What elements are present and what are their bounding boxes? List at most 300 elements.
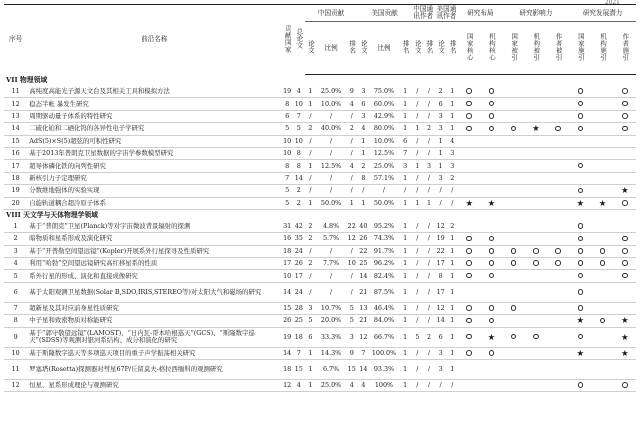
us-corr-paper: 12 xyxy=(435,221,447,233)
indicator-cell xyxy=(547,98,569,110)
us-corr-rank: 4 xyxy=(446,135,458,147)
indicator-cell xyxy=(503,98,525,110)
indicator-cell xyxy=(569,98,591,110)
china-ratio: 5.7% xyxy=(316,233,346,245)
indicator-cell xyxy=(591,282,613,302)
row-name: 中子星和致密物质对称能研究 xyxy=(27,315,281,327)
row-name: 基于“普朗克”卫星(Planck)等对宇宙微波背景辐射的探测 xyxy=(27,221,281,233)
total-papers: 5 xyxy=(293,123,305,135)
china-paper: 1 xyxy=(305,360,317,380)
total-papers: 10 xyxy=(293,135,305,147)
indicator-cell xyxy=(569,327,591,347)
indicator-cell xyxy=(591,197,613,209)
row-name: 超导体磷化铁的向列性研究 xyxy=(27,160,281,172)
circle-icon xyxy=(600,260,606,266)
us-paper: 14 xyxy=(358,270,370,282)
row-number: 14 xyxy=(4,123,27,135)
star-icon: ★ xyxy=(621,185,629,196)
china-ratio: 12.5% xyxy=(316,160,346,172)
row-name: 高纯度高能光子源天文台及其相关工具和模拟方法 xyxy=(27,86,281,98)
core-countries: 10 xyxy=(281,135,293,147)
china-ratio: 14.3% xyxy=(316,347,346,359)
indicator-cell xyxy=(458,315,480,327)
total-papers: 24 xyxy=(293,282,305,302)
us-ratio: 82.4% xyxy=(369,270,399,282)
indicator-cell xyxy=(591,302,613,314)
cn-corr-rank: / xyxy=(423,315,435,327)
china-rank: 22 xyxy=(346,221,358,233)
china-paper: 1 xyxy=(305,160,317,172)
indicator-cell xyxy=(547,302,569,314)
total-papers: 25 xyxy=(293,315,305,327)
circle-icon xyxy=(622,236,628,242)
indicator-cell xyxy=(458,380,480,392)
indicator-cell xyxy=(503,147,525,159)
us-rank: 1 xyxy=(399,327,412,347)
cn-corr-paper: / xyxy=(412,221,424,233)
indicator-cell xyxy=(547,315,569,327)
indicator-cell xyxy=(591,110,613,122)
us-corr-paper: / xyxy=(435,380,447,392)
circle-icon xyxy=(555,248,561,254)
indicator-cell xyxy=(569,302,591,314)
circle-icon xyxy=(578,260,584,266)
frontier-table xyxy=(4,4,636,392)
header-research-impact: 研究影响力 xyxy=(503,5,570,22)
core-countries: 5 xyxy=(281,123,293,135)
indicator-cell xyxy=(503,110,525,122)
table-row xyxy=(4,197,636,209)
core-countries: 19 xyxy=(281,327,293,347)
us-ratio: 84.0% xyxy=(369,315,399,327)
china-ratio: 33.3% xyxy=(316,327,346,347)
us-corr-rank: 1 xyxy=(446,360,458,380)
us-paper: 1 xyxy=(358,135,370,147)
indicator-cell xyxy=(458,360,480,380)
indicator-cell xyxy=(569,185,591,197)
circle-icon xyxy=(511,260,517,266)
core-countries: 16 xyxy=(281,233,293,245)
indicator-cell xyxy=(591,185,613,197)
cn-corr-rank: 2 xyxy=(423,327,435,347)
circle-icon xyxy=(466,305,472,311)
indicator-cell xyxy=(614,221,636,233)
circle-icon xyxy=(578,126,584,132)
header-research-layout: 研究布局 xyxy=(458,5,502,22)
indicator-cell xyxy=(458,123,480,135)
us-rank: 1 xyxy=(399,315,412,327)
header-sub-1: 机构核心 xyxy=(487,33,496,61)
indicator-cell xyxy=(525,160,547,172)
cn-corr-rank: / xyxy=(423,221,435,233)
us-paper: 1 xyxy=(358,147,370,159)
indicator-cell xyxy=(503,233,525,245)
core-countries: 31 xyxy=(281,221,293,233)
header-core-countries: 贡献国家 xyxy=(283,24,292,53)
indicator-cell xyxy=(480,86,502,98)
indicator-cell xyxy=(525,172,547,184)
core-countries: 19 xyxy=(281,86,293,98)
us-corr-rank: 1 xyxy=(446,347,458,359)
indicator-cell xyxy=(569,160,591,172)
china-ratio: 10.0% xyxy=(316,98,346,110)
star-icon: ★ xyxy=(598,197,607,208)
us-paper: 2 xyxy=(358,160,370,172)
cn-corr-rank: / xyxy=(423,185,435,197)
us-paper: 1 xyxy=(358,197,370,209)
us-corr-paper: 14 xyxy=(435,315,447,327)
row-name: 自旋轨道耦合超冷原子体系 xyxy=(27,197,281,209)
total-papers: 28 xyxy=(293,302,305,314)
header-sub-7: 作者施引 xyxy=(621,33,630,61)
china-ratio: 50.0% xyxy=(316,197,346,209)
us-corr-paper: 1 xyxy=(435,160,447,172)
row-number: 18 xyxy=(4,172,27,184)
total-papers: 26 xyxy=(293,258,305,270)
us-ratio: 75.0% xyxy=(369,86,399,98)
indicator-cell xyxy=(525,327,547,347)
indicator-cell xyxy=(547,185,569,197)
china-paper: / xyxy=(305,270,317,282)
cn-corr-paper: 1 xyxy=(412,197,424,209)
table-row xyxy=(4,327,636,347)
circle-icon xyxy=(489,260,495,266)
us-corr-rank: / xyxy=(446,380,458,392)
core-countries: 18 xyxy=(281,360,293,380)
indicator-cell xyxy=(614,258,636,270)
indicator-cell xyxy=(480,302,502,314)
indicator-cell xyxy=(503,347,525,359)
us-corr-rank: 1 xyxy=(446,98,458,110)
circle-icon xyxy=(533,260,539,266)
star-icon: ★ xyxy=(621,331,629,342)
row-name: 罗塞塔(Rosetta)探测器对彗星67P/丘留莫夫-格拉西缅科的观测研究 xyxy=(27,360,281,380)
us-rank: 1 xyxy=(399,110,412,122)
indicator-cell xyxy=(458,302,480,314)
indicator-cell xyxy=(547,245,569,257)
indicator-cell xyxy=(458,160,480,172)
header-us-ratio: 比例 xyxy=(369,22,399,75)
row-name: 稳态半帐 暴发生研究 xyxy=(27,98,281,110)
indicator-cell xyxy=(525,258,547,270)
us-corr-paper: 6 xyxy=(435,327,447,347)
china-paper: 2 xyxy=(305,123,317,135)
indicator-cell xyxy=(614,86,636,98)
circle-icon xyxy=(511,248,517,254)
china-ratio: 6.7% xyxy=(316,360,346,380)
row-number: 16 xyxy=(4,147,27,159)
indicator-cell xyxy=(525,221,547,233)
indicator-cell xyxy=(569,245,591,257)
us-corr-paper: / xyxy=(435,197,447,209)
indicator-cell xyxy=(614,233,636,245)
us-corr-rank: 1 xyxy=(446,258,458,270)
indicator-cell xyxy=(503,315,525,327)
circle-icon xyxy=(466,113,472,119)
indicator-cell xyxy=(591,123,613,135)
china-ratio: / xyxy=(316,147,346,159)
indicator-cell xyxy=(547,86,569,98)
china-rank: / xyxy=(346,245,358,257)
page-mark: 2021 xyxy=(604,0,620,6)
cn-corr-paper: / xyxy=(412,282,424,302)
indicator-cell xyxy=(480,221,502,233)
cn-corr-paper: / xyxy=(412,360,424,380)
cn-corr-rank: / xyxy=(423,98,435,110)
indicator-cell xyxy=(480,245,502,257)
indicator-cell xyxy=(480,98,502,110)
indicator-cell xyxy=(525,347,547,359)
header-name: 前沿名称 xyxy=(141,35,168,44)
total-papers: 24 xyxy=(293,245,305,257)
us-rank: 1 xyxy=(399,245,412,257)
total-papers: 8 xyxy=(293,160,305,172)
circle-icon xyxy=(511,126,517,132)
row-number: 7 xyxy=(4,302,27,314)
indicator-cell xyxy=(503,258,525,270)
cn-corr-paper: / xyxy=(412,110,424,122)
indicator-cell xyxy=(591,160,613,172)
indicator-cell xyxy=(503,160,525,172)
indicator-cell xyxy=(480,160,502,172)
us-ratio: 96.2% xyxy=(369,258,399,270)
row-number: 17 xyxy=(4,160,27,172)
row-name: 基于2013年普朗克卫星数据的宇宙学参数模型研究 xyxy=(27,147,281,159)
indicator-cell xyxy=(591,270,613,282)
china-ratio: / xyxy=(316,245,346,257)
cn-corr-rank: 3 xyxy=(423,160,435,172)
circle-icon xyxy=(578,88,584,94)
circle-icon xyxy=(533,248,539,254)
indicator-cell xyxy=(591,233,613,245)
table-row xyxy=(4,135,636,147)
row-number: 9 xyxy=(4,327,27,347)
circle-icon xyxy=(489,126,495,132)
indicator-cell xyxy=(547,347,569,359)
cn-corr-rank: / xyxy=(423,282,435,302)
indicator-cell xyxy=(525,123,547,135)
circle-icon xyxy=(489,273,495,279)
circle-icon xyxy=(489,88,495,94)
cn-corr-paper: / xyxy=(412,270,424,282)
indicator-cell xyxy=(547,172,569,184)
indicator-cell xyxy=(614,160,636,172)
us-rank: / xyxy=(399,185,412,197)
cn-corr-rank: 1 xyxy=(423,197,435,209)
total-papers: 8 xyxy=(293,147,305,159)
us-paper: / xyxy=(358,185,370,197)
china-rank: 2 xyxy=(346,123,358,135)
china-paper: 3 xyxy=(305,302,317,314)
header-sub-3: 机构被引 xyxy=(532,33,541,61)
core-countries: 6 xyxy=(281,110,293,122)
star-icon: ★ xyxy=(532,123,540,134)
us-ratio: 66.7% xyxy=(369,327,399,347)
us-rank: 1 xyxy=(399,347,412,359)
us-rank: 3 xyxy=(399,160,412,172)
us-ratio: 12.5% xyxy=(369,147,399,159)
china-rank: 5 xyxy=(346,315,358,327)
cn-corr-paper: / xyxy=(412,233,424,245)
circle-icon xyxy=(466,88,472,94)
total-papers: 15 xyxy=(293,360,305,380)
indicator-cell xyxy=(503,221,525,233)
core-countries: 5 xyxy=(281,185,293,197)
us-corr-rank: 3 xyxy=(446,160,458,172)
indicator-cell xyxy=(525,233,547,245)
indicator-cell xyxy=(525,185,547,197)
circle-icon xyxy=(622,101,628,107)
us-rank: 1 xyxy=(399,172,412,184)
indicator-cell xyxy=(525,86,547,98)
circle-icon xyxy=(578,113,584,119)
circle-icon xyxy=(578,223,584,229)
indicator-cell xyxy=(547,327,569,347)
us-rank: 1 xyxy=(399,380,412,392)
circle-icon xyxy=(489,113,495,119)
indicator-cell xyxy=(458,135,480,147)
circle-icon xyxy=(578,188,584,194)
table-row xyxy=(4,147,636,159)
china-paper: 1 xyxy=(305,86,317,98)
indicator-cell xyxy=(480,110,502,122)
indicator-cell xyxy=(480,135,502,147)
table-row xyxy=(4,360,636,380)
us-paper: 3 xyxy=(358,86,370,98)
table-row xyxy=(4,110,636,122)
china-ratio: 25.0% xyxy=(316,86,346,98)
indicator-cell xyxy=(569,270,591,282)
indicator-cell xyxy=(614,123,636,135)
star-icon: ★ xyxy=(465,197,473,208)
row-number: 2 xyxy=(4,233,27,245)
core-countries: 14 xyxy=(281,347,293,359)
circle-icon xyxy=(622,126,628,132)
indicator-cell xyxy=(503,380,525,392)
table-row xyxy=(4,185,636,197)
china-paper: 6 xyxy=(305,327,317,347)
us-ratio: / xyxy=(369,185,399,197)
cn-corr-rank: / xyxy=(423,110,435,122)
us-corr-rank: 1 xyxy=(446,282,458,302)
indicator-cell xyxy=(458,258,480,270)
indicator-cell xyxy=(525,315,547,327)
indicator-cell xyxy=(591,147,613,159)
circle-icon xyxy=(466,248,472,254)
china-rank: / xyxy=(346,282,358,302)
indicator-cell xyxy=(569,282,591,302)
china-paper: 1 xyxy=(305,380,317,392)
us-corr-paper: / xyxy=(435,185,447,197)
table-row xyxy=(4,86,636,98)
indicator-cell xyxy=(547,258,569,270)
indicator-cell xyxy=(614,327,636,347)
china-rank: 1 xyxy=(346,197,358,209)
table-row xyxy=(4,380,636,392)
header-cn-corr-rank: 排名 xyxy=(425,40,434,54)
indicator-cell xyxy=(525,302,547,314)
circle-icon xyxy=(578,101,584,107)
table-row xyxy=(4,233,636,245)
star-icon: ★ xyxy=(487,197,496,208)
indicator-cell xyxy=(503,302,525,314)
us-paper: 6 xyxy=(358,98,370,110)
us-rank: 1 xyxy=(399,360,412,380)
indicator-cell xyxy=(591,315,613,327)
us-corr-paper: 6 xyxy=(435,98,447,110)
us-corr-paper: 2 xyxy=(435,86,447,98)
total-papers: 7 xyxy=(293,110,305,122)
header-china-contrib: 中国贡献 xyxy=(305,5,358,22)
star-icon: ★ xyxy=(621,347,629,358)
row-number: 10 xyxy=(4,347,27,359)
indicator-cell xyxy=(547,380,569,392)
us-ratio: 100% xyxy=(369,380,399,392)
indicator-cell xyxy=(480,197,502,209)
circle-icon xyxy=(533,334,539,340)
us-ratio: 74.3% xyxy=(369,233,399,245)
indicator-cell xyxy=(614,147,636,159)
row-number: 6 xyxy=(4,282,27,302)
row-number: 11 xyxy=(4,360,27,380)
circle-icon xyxy=(600,318,606,324)
indicator-cell xyxy=(525,380,547,392)
china-rank: 12 xyxy=(346,233,358,245)
row-number: 12 xyxy=(4,98,27,110)
us-ratio: 91.7% xyxy=(369,245,399,257)
us-paper: 21 xyxy=(358,315,370,327)
indicator-cell xyxy=(591,380,613,392)
row-number: 3 xyxy=(4,245,27,257)
indicator-cell xyxy=(480,270,502,282)
indicator-cell xyxy=(614,282,636,302)
us-corr-rank: 1 xyxy=(446,315,458,327)
header-us-corr-rank: 排名 xyxy=(448,40,457,54)
indicator-cell xyxy=(569,380,591,392)
row-name: 周期驱动量子体系的特性研究 xyxy=(27,110,281,122)
indicator-cell xyxy=(591,86,613,98)
us-corr-rank: 1 xyxy=(446,110,458,122)
indicator-cell xyxy=(458,327,480,347)
us-corr-rank: 1 xyxy=(446,245,458,257)
header-us-contrib: 美国贡献 xyxy=(358,5,412,22)
cn-corr-paper: 5 xyxy=(412,327,424,347)
indicator-cell xyxy=(569,123,591,135)
row-number: 12 xyxy=(4,380,27,392)
us-rank: 1 xyxy=(399,221,412,233)
header-sub-2: 国家被引 xyxy=(510,33,519,61)
row-name: AdS(5)×S(5)超弦的可积性研究 xyxy=(27,135,281,147)
china-ratio: 7.7% xyxy=(316,258,346,270)
indicator-cell xyxy=(591,245,613,257)
us-corr-rank: / xyxy=(446,197,458,209)
us-corr-paper: 1 xyxy=(435,147,447,159)
indicator-cell xyxy=(458,270,480,282)
cn-corr-rank: 2 xyxy=(423,123,435,135)
circle-icon xyxy=(600,248,606,254)
indicator-cell xyxy=(547,147,569,159)
us-corr-rank: 2 xyxy=(446,172,458,184)
us-rank: 6 xyxy=(399,135,412,147)
indicator-cell xyxy=(503,245,525,257)
china-ratio: / xyxy=(316,135,346,147)
total-papers: 2 xyxy=(293,197,305,209)
table-row xyxy=(4,302,636,314)
indicator-cell xyxy=(591,360,613,380)
cn-corr-rank: / xyxy=(423,233,435,245)
total-papers: 4 xyxy=(293,380,305,392)
us-rank: 1 xyxy=(399,197,412,209)
